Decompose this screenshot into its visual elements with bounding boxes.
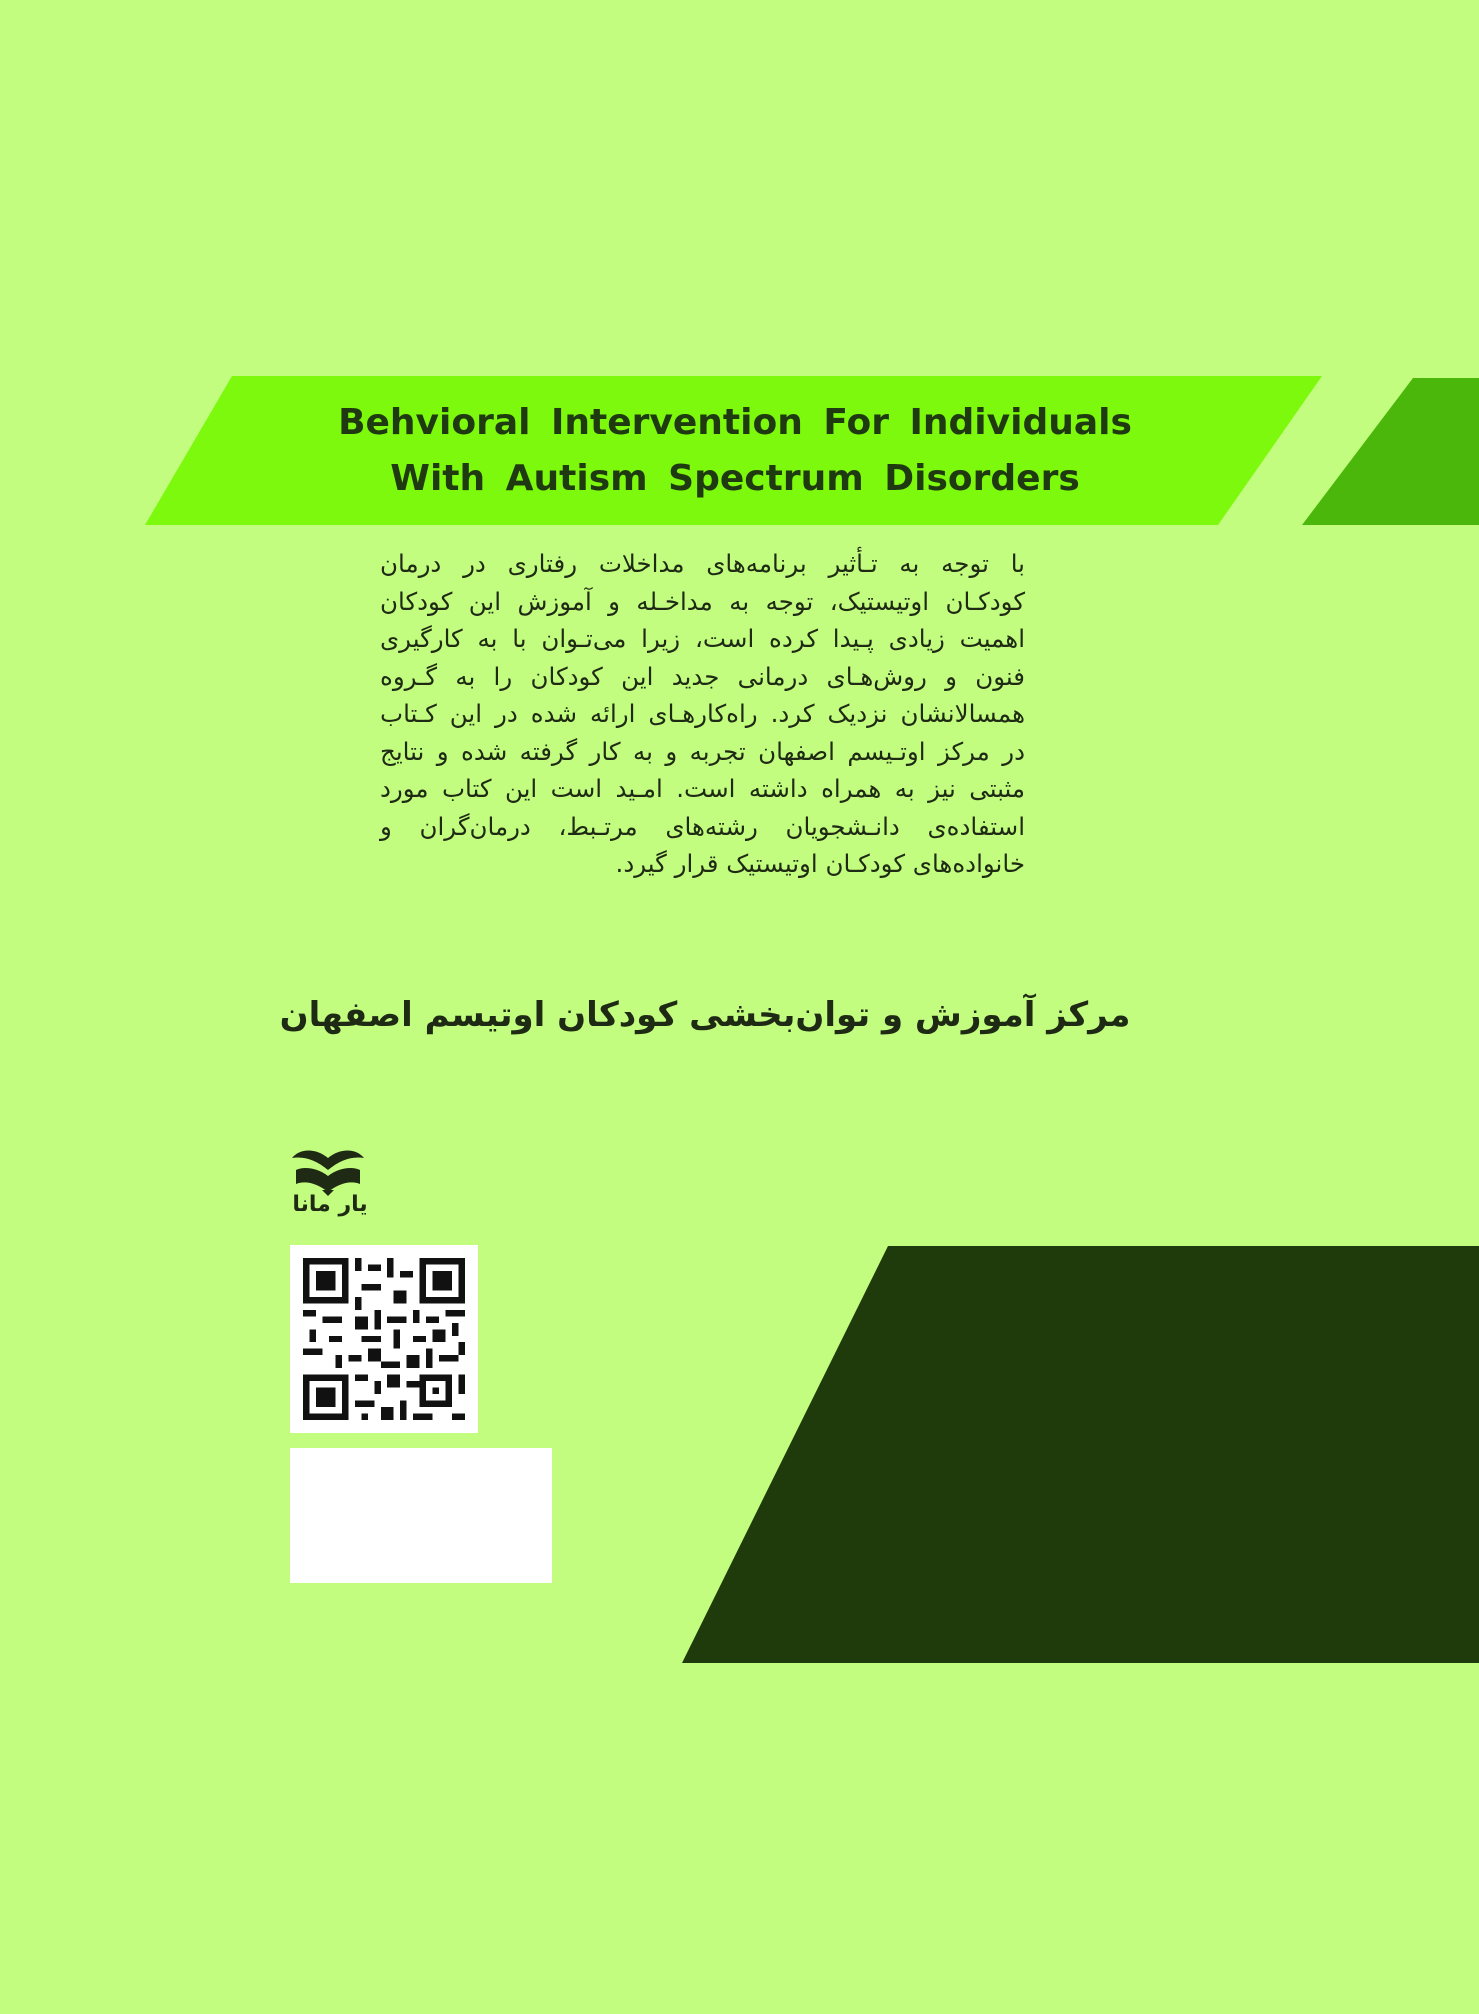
description-line: اهمیت زیادی پـیدا کرده است، زیرا می‌تـوان با به کارگیری (380, 624, 1025, 653)
publisher-logo-text: یار مانا (292, 1192, 368, 1217)
description-line: با توجه به تـأثیر برنامه‌های مداخلات رفتاری در درمان (380, 549, 1025, 578)
description-line: خانواده‌های کودکـان اوتیستیک قرار گیرد. (615, 849, 1025, 878)
side-banner (1302, 378, 1479, 525)
qr-code-icon (290, 1245, 478, 1433)
center-name: مرکز آموزش و توان‌بخشی کودکان اوتیسم اصفهان (279, 995, 1131, 1035)
description-line: کودکـان اوتیستیک، توجه به مداخـله و آموزش این کودکان (380, 586, 1025, 616)
book-description (380, 545, 1025, 883)
description-line: فنون و روش‌هـای درمانی جدید این کودکان را به گـروه (380, 661, 1025, 691)
book-title-line1: Behvioral Intervention For Individuals (338, 402, 1132, 443)
publisher-logo-icon (288, 1125, 368, 1235)
description-line: مثبتی نیز به همراه داشته است. امـید است این کتاب مورد (380, 774, 1025, 803)
dark-band (682, 1246, 1479, 1663)
description-line: در مرکز اوتـیسم اصفهان تجربه و به کار گرفته شده و نتایج (380, 736, 1025, 766)
book-title (260, 395, 1210, 507)
description-line: همسالانشان نزدیک کرد. راه‌کارهـای ارائه شده در این کـتاب (380, 699, 1025, 728)
barcode-placeholder (290, 1448, 552, 1583)
center-name-line (279, 990, 1131, 1040)
description-line: استفاده‌ی دانـشجویان رشته‌های مرتـبط، درمان‌گران و (380, 811, 1025, 841)
book-title-line2: With Autism Spectrum Disorders (390, 458, 1080, 499)
